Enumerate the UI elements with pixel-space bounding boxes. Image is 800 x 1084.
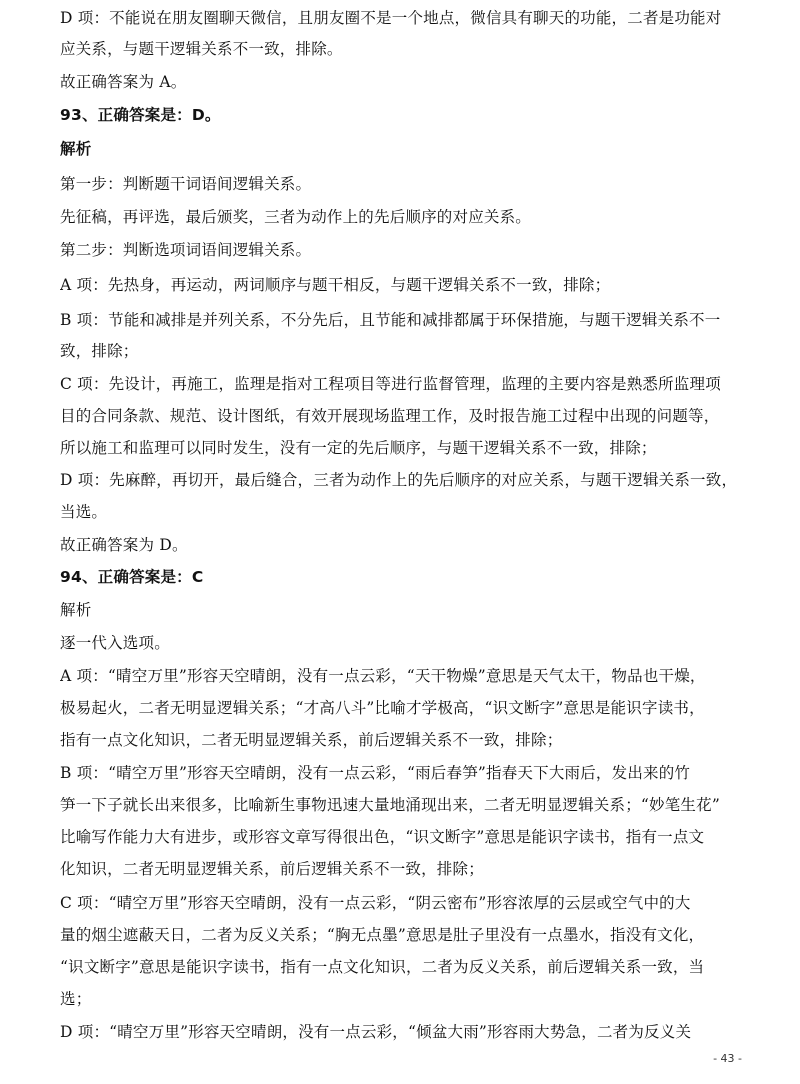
text-line: “识文断字”意思是能识字读书，指有一点文化知识，二者为反义关系，前后逻辑关系一致，当 (60, 958, 705, 976)
text-line: A 项：先热身，再运动，两词顺序与题干相反，与题干逻辑关系不一致，排除； (60, 276, 611, 294)
text-line: D 项：先麻醉，再切开，最后缝合，三者为动作上的先后顺序的对应关系，与题干逻辑关系一致， (60, 471, 738, 489)
text-line: 量的烟尘遮蔽天日，二者为反义关系；“胸无点墨”意思是肚子里没有一点墨水，指没有文化， (60, 926, 705, 944)
text-line: 笋一下子就长出来很多，比喻新生事物迅速大量地涌现出来，二者无明显逻辑关系；“妙笔生花” (60, 796, 720, 814)
text-line: 指有一点文化知识，二者无明显逻辑关系，前后逻辑关系不一致，排除； (60, 731, 563, 749)
text-line: 极易起火，二者无明显逻辑关系；“才高八斗”比喻才学极高，“识文断字”意思是能识字读书， (60, 699, 705, 717)
text-line: D 项：不能说在朋友圈聊天微信，且朋友圈不是一个地点，微信具有聊天的功能，二者是功能对 (60, 9, 722, 27)
text-line: 第一步：判断题干词语间逻辑关系。 (60, 175, 312, 193)
answer-heading: 94、正确答案是：C (60, 568, 204, 586)
text-line: D 项：“晴空万里”形容天空晴朗，没有一点云彩，“倾盆大雨”形容雨大势急，二者为反义关 (60, 1023, 692, 1041)
text-line: C 项：先设计，再施工，监理是指对工程项目等进行监督管理，监理的主要内容是熟悉所监理项 (60, 375, 721, 393)
text-line: 故正确答案为 A。 (60, 73, 187, 91)
text-line: 比喻写作能力大有进步，或形容文章写得很出色，“识文断字”意思是能识字读书，指有一点文 (60, 828, 705, 846)
text-line: 故正确答案为 D。 (60, 536, 188, 554)
text-line: 致，排除； (60, 342, 139, 360)
page-number: - 43 - (713, 1052, 742, 1065)
text-line: 所以施工和监理可以同时发生，没有一定的先后顺序，与题干逻辑关系不一致，排除； (60, 439, 657, 457)
text-line: B 项：“晴空万里”形容天空晴朗，没有一点云彩，“雨后春笋”指春天下大雨后，发出来的竹 (60, 764, 691, 782)
text-line: 逐一代入选项。 (60, 634, 170, 652)
analysis-heading: 解析 (60, 140, 92, 158)
text-line: 先征稿，再评选，最后颁奖，三者为动作上的先后顺序的对应关系。 (60, 208, 532, 226)
answer-heading: 93、正确答案是：D。 (60, 106, 221, 124)
text-line: 第二步：判断选项词语间逻辑关系。 (60, 241, 312, 259)
analysis-heading: 解析 (60, 601, 92, 619)
text-line: B 项：节能和减排是并列关系，不分先后，且节能和减排都属于环保措施，与题干逻辑关系不一 (60, 311, 721, 329)
text-line: 应关系，与题干逻辑关系不一致，排除。 (60, 40, 343, 58)
text-line: 化知识，二者无明显逻辑关系，前后逻辑关系不一致，排除； (60, 860, 484, 878)
text-line: C 项：“晴空万里”形容天空晴朗，没有一点云彩，“阴云密布”形容浓厚的云层或空气中的大 (60, 894, 691, 912)
text-line: A 项：“晴空万里”形容天空晴朗，没有一点云彩，“天干物燥”意思是天气太干，物品也干燥， (60, 667, 706, 685)
text-line: 当选。 (60, 503, 108, 521)
text-line: 选； (60, 990, 92, 1008)
text-line: 目的合同条款、规范、设计图纸，有效开展现场监理工作，及时报告施工过程中出现的问题等， (60, 407, 720, 425)
